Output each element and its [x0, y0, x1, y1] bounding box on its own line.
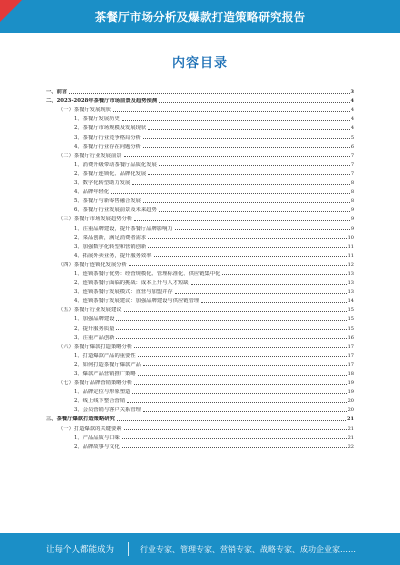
toc-leader-dots: [222, 274, 346, 275]
toc-entry[interactable]: [46, 186, 354, 195]
toc-entry[interactable]: [46, 304, 354, 313]
toc-entry[interactable]: [46, 295, 354, 304]
table-of-contents: [46, 86, 354, 450]
toc-entry[interactable]: [46, 122, 354, 131]
toc-entry[interactable]: [46, 386, 354, 395]
toc-entry-page: 7: [350, 161, 354, 168]
toc-entry-label: 3、连锁茶餐厅发展模式：直营与加盟并存: [74, 289, 173, 296]
toc-leader-dots: [143, 147, 350, 148]
toc-entry-page: 13: [347, 280, 354, 287]
toc-entry-page: 21: [347, 425, 354, 432]
toc-entry-page: 19: [347, 389, 354, 396]
toc-entry[interactable]: [46, 413, 354, 422]
toc-leader-dots: [143, 411, 347, 412]
toc-entry-label: 3、茶餐厅行业竞争格局分析: [74, 134, 141, 141]
toc-entry[interactable]: [46, 222, 354, 231]
toc-entry[interactable]: [46, 432, 354, 441]
toc-title: 内容目录: [171, 56, 228, 71]
toc-entry-label: 2、线上线下整合营销: [74, 398, 126, 405]
toc-entry[interactable]: [46, 422, 354, 431]
toc-entry[interactable]: [46, 377, 354, 386]
toc-entry-page: 4: [350, 98, 354, 105]
toc-leader-dots: [69, 93, 349, 94]
toc-entry-page: 12: [347, 261, 354, 268]
toc-entry[interactable]: [46, 359, 354, 368]
toc-leader-dots: [191, 284, 347, 285]
toc-leader-dots: [124, 156, 350, 157]
toc-entry[interactable]: [46, 286, 354, 295]
toc-entry[interactable]: [46, 195, 354, 204]
toc-entry-label: 1、加强品牌建设: [74, 316, 115, 323]
toc-entry-label: （一）打造爆款的关键要素: [58, 425, 122, 432]
corner-decoration: [0, 0, 22, 22]
toc-entry-label: （七）茶餐厅品牌营销策略分析: [58, 380, 133, 387]
toc-entry[interactable]: [46, 86, 354, 95]
toc-leader-dots: [116, 320, 346, 321]
toc-entry[interactable]: [46, 131, 354, 140]
toc-entry-page: 21: [347, 416, 354, 423]
toc-entry-page: 13: [347, 270, 354, 277]
toc-entry[interactable]: [46, 177, 354, 186]
toc-leader-dots: [148, 247, 346, 248]
toc-leader-dots: [124, 429, 347, 430]
toc-leader-dots: [148, 238, 346, 239]
toc-entry[interactable]: [46, 341, 354, 350]
toc-leader-dots: [143, 138, 350, 139]
toc-entry-page: 9: [350, 216, 354, 223]
toc-entry-label: 4、品牌年轻化: [74, 189, 110, 196]
toc-entry[interactable]: [46, 313, 354, 322]
toc-entry[interactable]: [46, 95, 354, 104]
toc-entry-label: 3、爆款产品营销推广策略: [74, 371, 136, 377]
toc-entry[interactable]: [46, 350, 354, 359]
toc-entry-page: 16: [347, 334, 354, 341]
toc-leader-dots: [134, 384, 346, 385]
toc-entry-page: 9: [350, 225, 354, 232]
toc-entry-page: 7: [350, 152, 354, 159]
toc-leader-dots: [113, 111, 350, 112]
toc-entry-page: 8: [350, 180, 354, 187]
toc-entry[interactable]: [46, 113, 354, 122]
toc-leader-dots: [134, 220, 350, 221]
toc-leader-dots: [132, 184, 349, 185]
toc-leader-dots: [159, 211, 350, 212]
toc-leader-dots: [122, 438, 347, 439]
toc-entry[interactable]: [46, 332, 354, 341]
toc-entry-page: 19: [347, 380, 354, 387]
toc-leader-dots: [201, 302, 346, 303]
toc-leader-dots: [117, 420, 346, 421]
toc-entry-label: 3、加强数字化转型和营销创新: [74, 243, 147, 250]
toc-entry-page: 4: [350, 107, 354, 114]
toc-entry-label: （二）茶餐厅行业发展前景: [58, 152, 122, 159]
toc-entry-label: 2、茶餐厅市场规模及发展现状: [74, 125, 147, 132]
toc-leader-dots: [116, 329, 346, 330]
toc-entry-label: （五）茶餐厅行业发展建议: [58, 307, 122, 314]
toc-entry-label: （六）茶餐厅爆款打造策略分析: [58, 343, 133, 350]
toc-leader-dots: [138, 375, 347, 376]
toc-leader-dots: [159, 102, 349, 103]
toc-entry[interactable]: [46, 204, 354, 213]
toc-leader-dots: [143, 202, 350, 203]
toc-entry-page: 8: [350, 198, 354, 205]
toc-entry-label: 6、茶餐厅行业发展前景及未来趋势: [74, 207, 157, 214]
toc-entry-page: 21: [347, 434, 354, 441]
toc-entry-label: 1、消费升级带动茶餐厅品质化发展: [74, 161, 157, 168]
toc-entry-page: 20: [347, 398, 354, 405]
toc-entry-label: 1、打造爆款产品的重要性: [74, 352, 136, 359]
toc-entry[interactable]: [46, 168, 354, 177]
header-banner: [0, 0, 400, 33]
toc-entry[interactable]: [46, 259, 354, 268]
toc-entry-page: 13: [347, 289, 354, 296]
toc-entry-label: 5、茶餐厅与新零售融合发展: [74, 198, 141, 205]
footer-slogan-right: 行业专家、管理专家、营销专家、战略专家、成功企业家……: [140, 544, 357, 554]
toc-leader-dots: [134, 347, 346, 348]
toc-entry-label: 2、连锁茶餐厅面临的挑战：成本上升与人才短缺: [74, 280, 189, 287]
toc-entry-page: 18: [347, 371, 354, 377]
toc-entry-page: 8: [350, 189, 354, 196]
toc-entry[interactable]: [46, 250, 354, 259]
toc-entry[interactable]: [46, 441, 354, 450]
toc-entry-label: 一、前言: [46, 89, 68, 96]
toc-entry-page: 14: [347, 298, 354, 305]
toc-entry-label: 1、连锁茶餐厅优势：经营规模化、管理标准化、供应链集中化: [74, 270, 221, 277]
toc-leader-dots: [127, 402, 347, 403]
toc-entry-label: 1、品牌定位与形象塑造: [74, 389, 131, 396]
toc-entry-page: 4: [350, 125, 354, 132]
toc-entry[interactable]: [46, 141, 354, 150]
toc-entry-page: 11: [347, 252, 354, 259]
toc-entry[interactable]: [46, 322, 354, 331]
footer-slogan-left: 让每个人都能成为: [46, 545, 115, 555]
toc-entry[interactable]: [46, 232, 354, 241]
toc-entry-label: 1、产品品质与口味: [74, 434, 120, 441]
toc-entry-page: 22: [347, 443, 354, 450]
toc-entry-page: 10: [347, 234, 354, 241]
toc-entry-label: 2、品牌故事与文化: [74, 443, 120, 450]
toc-entry-page: 9: [350, 207, 354, 214]
toc-entry-page: 15: [347, 325, 354, 332]
toc-entry-label: 三、茶餐厅爆款打造策略研究: [46, 416, 115, 423]
toc-leader-dots: [124, 311, 347, 312]
toc-leader-dots: [143, 365, 347, 366]
toc-entry-page: 11: [347, 243, 354, 250]
toc-leader-dots: [129, 265, 347, 266]
toc-entry-page: 7: [350, 170, 354, 177]
toc-entry-label: （四）茶餐厅连锁化发展分析: [58, 261, 127, 268]
toc-entry-page: 20: [347, 407, 354, 414]
toc-leader-dots: [138, 356, 347, 357]
toc-entry-page: 17: [347, 343, 354, 350]
toc-leader-dots: [175, 293, 347, 294]
report-title: 茶餐厅市场分析及爆款打造策略研究报告: [94, 9, 306, 24]
toc-entry-label: 2、如何打造茶餐厅爆款产品: [74, 361, 141, 368]
footer-divider: [128, 542, 129, 556]
toc-entry-page: 5: [350, 134, 354, 141]
toc-entry-page: 4: [350, 116, 354, 123]
toc-entry-page: 17: [347, 361, 354, 368]
toc-entry-label: （三）茶餐厅市场发展趋势分析: [58, 216, 133, 223]
toc-leader-dots: [122, 120, 350, 121]
toc-entry-label: 2、菜品创新，满足消费者需求: [74, 234, 147, 241]
toc-entry[interactable]: [46, 159, 354, 168]
toc-leader-dots: [148, 129, 350, 130]
toc-entry-label: 3、会员营销与客户关系管理: [74, 407, 141, 414]
toc-leader-dots: [175, 229, 350, 230]
toc-entry-label: 2、茶餐厅连锁化、品牌化发展: [74, 170, 147, 177]
toc-entry[interactable]: [46, 277, 354, 286]
toc-entry-label: 4、拓展外卖业务，提升服务效率: [74, 252, 152, 259]
toc-entry[interactable]: [46, 368, 354, 377]
toc-entry-label: 4、茶餐厅行业存在问题分析: [74, 143, 141, 150]
toc-leader-dots: [116, 338, 346, 339]
toc-leader-dots: [122, 447, 347, 448]
toc-entry-label: 3、数字化转型助力发展: [74, 180, 131, 187]
toc-entry-label: （一）茶餐厅发展现状: [58, 107, 111, 114]
toc-leader-dots: [154, 256, 347, 257]
toc-entry-page: 15: [347, 307, 354, 314]
toc-entry[interactable]: [46, 104, 354, 113]
toc-entry-label: 4、连锁茶餐厅发展建议：加强品牌建设与供应链管理: [74, 298, 200, 305]
toc-leader-dots: [132, 393, 346, 394]
toc-entry-page: 3: [350, 89, 354, 96]
toc-entry[interactable]: [46, 213, 354, 222]
toc-leader-dots: [111, 193, 350, 194]
toc-entry-page: 15: [347, 316, 354, 323]
toc-entry-page: 6: [350, 143, 354, 150]
toc-leader-dots: [159, 165, 350, 166]
toc-entry-label: 1、注重品牌建设，提升茶餐厅品牌影响力: [74, 225, 173, 232]
toc-entry[interactable]: [46, 150, 354, 159]
toc-leader-dots: [148, 174, 350, 175]
toc-entry-page: 17: [347, 352, 354, 359]
toc-entry[interactable]: [46, 268, 354, 277]
toc-entry-label: 3、注重产品创新: [74, 334, 115, 341]
toc-entry[interactable]: [46, 404, 354, 413]
toc-entry-label: 二、2023-2028年茶餐厅市场前景及趋势预测: [46, 98, 158, 105]
toc-entry[interactable]: [46, 241, 354, 250]
toc-entry-label: 2、提升服务质量: [74, 325, 115, 332]
toc-entry-label: 1、茶餐厅发展历史: [74, 116, 120, 123]
footer-banner: [0, 533, 400, 565]
toc-entry[interactable]: [46, 395, 354, 404]
